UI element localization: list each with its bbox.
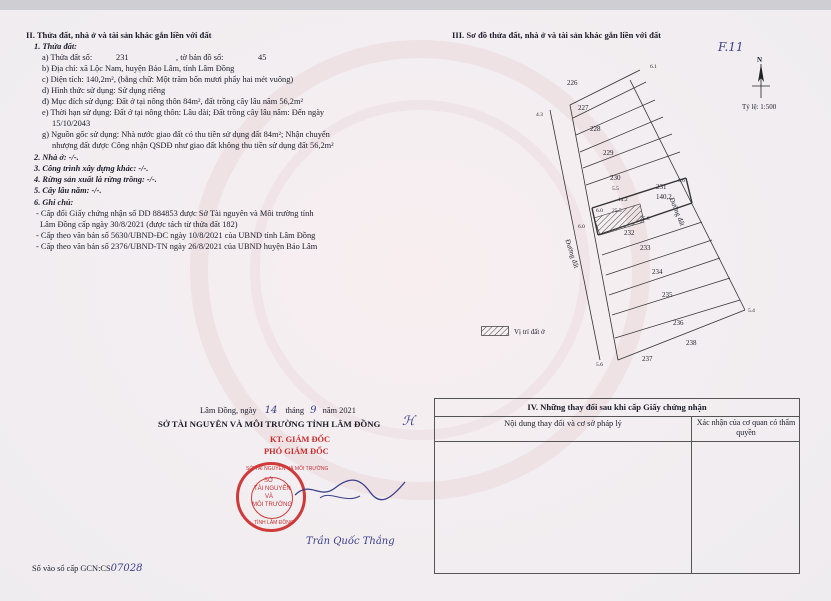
register-value: 07028 xyxy=(110,563,143,574)
parcel-label: 230 xyxy=(610,174,621,182)
sheet-code: F.11 xyxy=(718,40,744,54)
usage-term: e) Thời hạn sử dụng: Đất ở tại nông thôn: Lâu dài; Đất trồng cây lâu năm: Đến ngày xyxy=(42,108,325,117)
table-header-line xyxy=(435,441,799,442)
seal-center-text: MÔI TRƯỜNG xyxy=(252,502,293,508)
notes-heading: 6. Ghi chú: xyxy=(34,198,74,207)
dimension-label: 5.5 xyxy=(612,186,619,192)
seal-center-text: VÀ xyxy=(265,494,274,500)
date-prefix: Lâm Đồng, ngày xyxy=(200,406,257,415)
parcel-number: 231 xyxy=(116,53,129,62)
land-heading: 1. Thửa đất: xyxy=(34,42,77,51)
north-label: N xyxy=(757,56,763,64)
usage-term-date: 15/10/2043 xyxy=(52,119,91,128)
date-month: 9 xyxy=(310,405,317,416)
parcel-label: 235 xyxy=(662,291,673,299)
parcel-label-target: 231 xyxy=(656,183,667,191)
parcel-label: 229 xyxy=(603,149,614,157)
parcel-number-label: a) Thửa đất số: xyxy=(42,53,93,62)
road-label-left: Đường đất xyxy=(563,238,581,270)
seal-place-text: TỈNH LÂM ĐỒNG xyxy=(254,520,294,526)
parcel-label: 233 xyxy=(640,244,651,252)
changes-col-confirmation: Xác nhận của cơ quan có thẩm quyền xyxy=(696,418,796,437)
issuing-authority: SỞ TÀI NGUYÊN VÀ MÔI TRƯỜNG TỈNH LÂM ĐỒNG xyxy=(158,419,381,429)
top-bar xyxy=(0,0,831,10)
parcel-label: 226 xyxy=(567,79,578,87)
changes-title: IV. Những thay đổi sau khi cấp Giấy chứng nhận xyxy=(435,399,799,417)
dimension-label: 25.5 xyxy=(612,208,622,214)
section-ii-title: II. Thửa đất, nhà ở và tài sản khác gắn liền với đất xyxy=(26,30,212,40)
forest-line: 4. Rừng sản xuất là rừng trồng: -/-. xyxy=(34,175,157,184)
dimension-label: 5.4 xyxy=(748,308,755,314)
parcel-label: 234 xyxy=(652,268,663,276)
parcel-label: 237 xyxy=(642,355,653,363)
dimension-label: 6.0 xyxy=(596,208,603,214)
dimension-label: 4.3 xyxy=(536,112,543,118)
initials-mark: ℋ xyxy=(402,414,415,429)
usage-origin: g) Nguồn gốc sử dụng: Nhà nước giao đất có thu tiền sử dụng đất 84m²; Nhận chuyển xyxy=(42,130,330,139)
road-label-right: Đường đất xyxy=(667,196,687,228)
dimension-label: 6.1 xyxy=(650,64,657,70)
issue-date xyxy=(200,406,356,416)
perennial-line: 5. Cây lâu năm: -/-. xyxy=(34,186,102,195)
register-number xyxy=(32,564,142,574)
dimension-label: 14.2 xyxy=(618,197,628,203)
parcel-label: 238 xyxy=(686,339,697,347)
note-line: Lâm Đồng cấp ngày 30/8/2021 (được tách từ thửa đất 182) xyxy=(40,220,238,229)
map-scale: Tỷ lệ: 1:500 xyxy=(742,103,777,111)
note-line: - Cấp theo văn bản số 5630/UBND-ĐC ngày 10/8/2021 của UBND tỉnh Lâm Đồng xyxy=(36,231,316,240)
map-sheet-number: 45 xyxy=(258,53,267,62)
date-day: 14 xyxy=(264,405,278,416)
usage-origin-cont: nhượng đất được Công nhận QSDĐ như giao đất không thu tiền sử dụng đất 56,2m² xyxy=(52,141,334,150)
section-iii-title: III. Sơ đồ thửa đất, nhà ở và tài sản khác gắn liền với đất xyxy=(452,30,662,40)
note-line: - Cấp theo văn bản số 2376/UBND-TN ngày 26/8/2021 của UBND huyện Bảo Lâm xyxy=(36,242,318,251)
table-divider xyxy=(691,416,692,573)
dimension-label: 5.6 xyxy=(596,362,603,368)
deputy-director: PHÓ GIÁM ĐỐC xyxy=(264,447,329,456)
seal-center-text: TÀI NGUYÊN xyxy=(254,486,291,492)
map-sheet-label: , tờ bản đồ số: xyxy=(176,53,224,62)
parcel-label: 232 xyxy=(624,229,635,237)
house-line: 2. Nhà ở: -/-. xyxy=(34,153,79,162)
seal-outer-text: SỞ TÀI NGUYÊN VÀ MÔI TRƯỜNG xyxy=(246,466,329,472)
hatch-legend-icon xyxy=(481,326,509,336)
dimension-label: 25.8 xyxy=(640,216,650,222)
parcel-label: 228 xyxy=(590,125,601,133)
register-label: Số vào sổ cấp GCN:CS xyxy=(32,564,111,573)
land-area: c) Diện tích: 140,2m², (bằng chữ: Một trăm bốn mươi phẩy hai mét vuông) xyxy=(42,75,294,84)
changes-col-content: Nội dung thay đổi và cơ sở pháp lý xyxy=(504,419,622,428)
note-line: - Cấp đổi Giấy chứng nhận số DD 884853 được Sở Tài nguyên và Môi trường tỉnh xyxy=(36,209,314,218)
signer-name: Trần Quốc Thắng xyxy=(306,536,395,547)
dimension-label: 6.6 xyxy=(678,178,685,184)
dimension-label: 6.0 xyxy=(578,224,585,230)
parcel-area-label: 140,2 xyxy=(656,193,672,201)
usage-form: d) Hình thức sử dụng: Sử dụng riêng xyxy=(42,86,166,95)
changes-table xyxy=(434,398,800,574)
signature-scribble xyxy=(290,470,410,510)
construction-line: 3. Công trình xây dựng khác: -/-. xyxy=(34,164,149,173)
parcel-label: 227 xyxy=(578,104,589,112)
usage-purpose: đ) Mục đích sử dụng: Đất ở tại nông thôn 84m², đất trồng cây lâu năm 56,2m² xyxy=(42,97,304,106)
land-address: b) Địa chỉ: xã Lộc Nam, huyện Bảo Lâm, tỉnh Lâm Đồng xyxy=(42,64,235,73)
legend-label: Vị trí đất ở xyxy=(514,328,545,336)
date-year: năm 2021 xyxy=(322,406,356,415)
date-month-label: tháng xyxy=(285,406,305,415)
kt-director: KT. GIÁM ĐỐC xyxy=(270,435,331,444)
parcel-label: 236 xyxy=(673,319,684,327)
seal-center-text: SỞ xyxy=(264,478,274,484)
parcel-diagram xyxy=(520,60,780,380)
